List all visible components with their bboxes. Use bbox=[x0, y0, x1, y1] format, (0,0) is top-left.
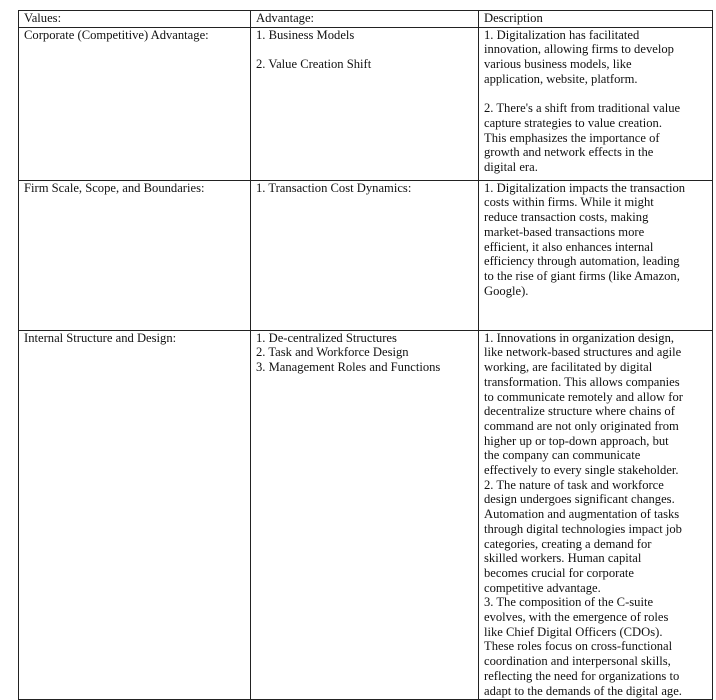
text-line: These roles focus on cross-functional bbox=[484, 639, 673, 654]
text-line: 1. Transaction Cost Dynamics: bbox=[256, 180, 412, 195]
text-line: like network-based structures and agile bbox=[484, 345, 682, 360]
text-line: efficient, it also enhances internal bbox=[484, 239, 654, 254]
text-line: 2. The nature of task and workforce bbox=[484, 477, 664, 492]
text-line: coordination and interpersonal skills, bbox=[484, 654, 671, 669]
text-line: various business models, like bbox=[484, 57, 632, 72]
text-line: through digital technologies impact job bbox=[484, 521, 682, 536]
header-description: Description bbox=[479, 11, 713, 28]
text-line: 2. Value Creation Shift bbox=[256, 57, 372, 72]
text-line: 1. De-centralized Structures bbox=[256, 330, 397, 345]
table-row bbox=[19, 180, 713, 330]
value-cell: Internal Structure and Design: bbox=[19, 330, 251, 700]
description-cell bbox=[479, 180, 713, 330]
text-line: transformation. This allows companies bbox=[484, 374, 680, 389]
table-row bbox=[19, 330, 713, 700]
text-line: This emphasizes the importance of bbox=[484, 130, 660, 145]
text-line: 3. Management Roles and Functions bbox=[256, 360, 441, 375]
text-line: 3. The composition of the C-suite bbox=[484, 595, 654, 610]
text-line: working, are facilitated by digital bbox=[484, 360, 653, 375]
text-line: growth and network effects in the bbox=[484, 145, 654, 160]
text-line: design undergoes significant changes. bbox=[484, 492, 675, 507]
text-line: becomes crucial for corporate bbox=[484, 565, 634, 580]
text-line: higher up or top-down approach, but bbox=[484, 433, 669, 448]
text-line: Automation and augmentation of tasks bbox=[484, 507, 680, 522]
value-cell: Corporate (Competitive) Advantage: bbox=[19, 27, 251, 180]
blank-line bbox=[484, 87, 708, 102]
value-cell: Firm Scale, Scope, and Boundaries: bbox=[19, 180, 251, 330]
text-line: categories, creating a demand for bbox=[484, 536, 652, 551]
header-row bbox=[19, 11, 713, 28]
text-line: efficiency through automation, leading bbox=[484, 254, 680, 269]
advantage-cell bbox=[251, 180, 479, 330]
text-line: 1. Business Models bbox=[256, 27, 355, 42]
advantage-cell bbox=[251, 330, 479, 700]
text-line: to the rise of giant firms (like Amazon, bbox=[484, 268, 680, 283]
text-line: skilled workers. Human capital bbox=[484, 551, 642, 566]
advantage-cell bbox=[251, 27, 479, 180]
text-line: innovation, allowing firms to develop bbox=[484, 42, 674, 57]
description-cell bbox=[479, 27, 713, 180]
text-line: application, website, platform. bbox=[484, 71, 638, 86]
header-advantage: Advantage: bbox=[251, 11, 479, 28]
text-line: reflecting the need for organizations to bbox=[484, 668, 680, 683]
blank-line bbox=[256, 42, 474, 57]
text-line: adapt to the demands of the digital age. bbox=[484, 683, 682, 698]
table-row bbox=[19, 27, 713, 180]
text-line: 1. Digitalization impacts the transaction bbox=[484, 180, 686, 195]
text-line: costs within firms. While it might bbox=[484, 195, 654, 210]
text-line: 1. Innovations in organization design, bbox=[484, 330, 675, 345]
text-line: capture strategies to value creation. bbox=[484, 115, 662, 130]
text-line: evolves, with the emergence of roles bbox=[484, 610, 669, 625]
text-line: like Chief Digital Officers (CDOs). bbox=[484, 624, 663, 639]
text-line: Google). bbox=[484, 283, 529, 298]
text-line: 2. There's a shift from traditional value bbox=[484, 101, 681, 116]
description-cell bbox=[479, 330, 713, 700]
text-line: 2. Task and Workforce Design bbox=[256, 345, 409, 360]
text-line: 1. Digitalization has facilitated bbox=[484, 27, 640, 42]
text-line: market-based transactions more bbox=[484, 224, 645, 239]
text-line: command are not only originated from bbox=[484, 418, 679, 433]
header-values: Values: bbox=[19, 11, 251, 28]
text-line: reduce transaction costs, making bbox=[484, 210, 649, 225]
text-line: the company can communicate bbox=[484, 448, 641, 463]
text-line: effectively to every single stakeholder. bbox=[484, 463, 679, 478]
values-advantages-table bbox=[18, 10, 713, 700]
text-line: decentralize structure where chains of bbox=[484, 404, 675, 419]
text-line: competitive advantage. bbox=[484, 580, 601, 595]
text-line: to communicate remotely and allow for bbox=[484, 389, 683, 404]
text-line: digital era. bbox=[484, 160, 538, 175]
